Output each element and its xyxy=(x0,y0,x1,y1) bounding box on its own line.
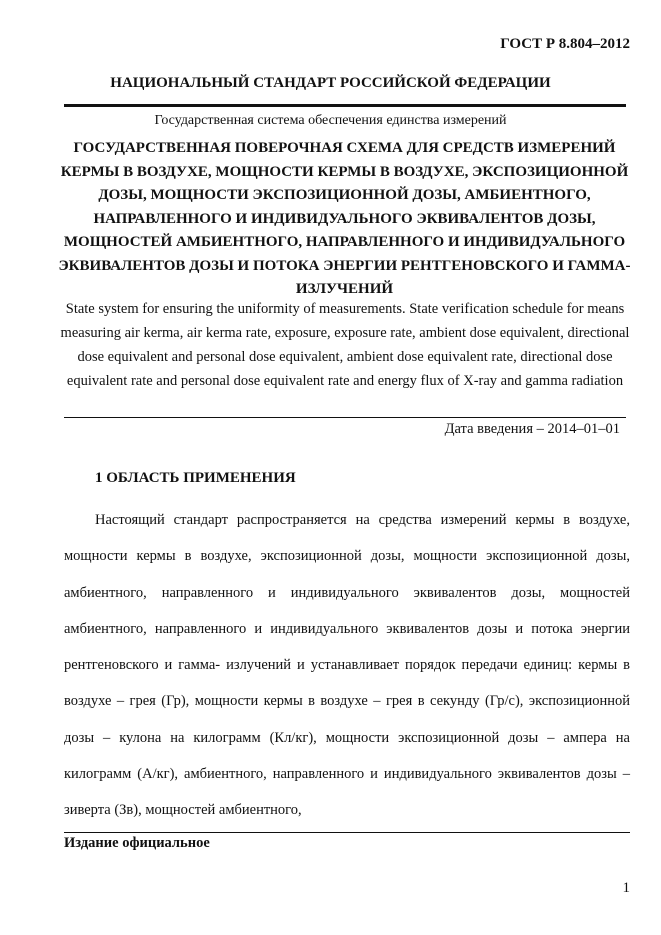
standard-number: ГОСТ Р 8.804–2012 xyxy=(500,36,630,52)
title-divider xyxy=(64,417,626,418)
section-heading: 1 ОБЛАСТЬ ПРИМЕНЕНИЯ xyxy=(95,470,296,486)
document-title-english: State system for ensuring the uniformity of measurements. State verification schedule for means measuring air kerma, air kerma rate, exposure, exposure rate, ambient dose equivalent, directional dose equivalent and personal dose equivalent, ambient dose equivalent rate, directional dose equivalent rate and personal dose equivalent rate and energy flux of X-ray and gamma radiation xyxy=(60,301,630,389)
document-title-russian: ГОСУДАРСТВЕННАЯ ПОВЕРОЧНАЯ СХЕМА ДЛЯ СРЕДСТВ ИЗМЕРЕНИЙ КЕРМЫ В ВОЗДУХЕ, МОЩНОСТИ КЕРМЫ В ВОЗДУХЕ, ЭКСПОЗИЦИОННОЙ ДОЗЫ, МОЩНОСТИ ЭКСПОЗИЦИОННОЙ ДОЗЫ, АМБИЕНТНОГО, НАПРАВЛЕННОГО И ИНДИВИДУАЛЬНОГО ЭКВИВАЛЕНТОВ ДОЗЫ, МОЩНОСТЕЙ АМБИЕНТНОГО, НАПРАВЛЕННОГО И ИНДИВИДУАЛЬНОГО ЭКВИВАЛЕНТОВ ДОЗЫ И ПОТОКА ЭНЕРГИИ РЕНТГЕНОВСКОГО И ГАММА- ИЗЛУЧЕНИЙ xyxy=(58,140,631,297)
national-standard-heading: НАЦИОНАЛЬНЫЙ СТАНДАРТ РОССИЙСКОЙ ФЕДЕРАЦИИ xyxy=(110,75,551,91)
introduction-date: Дата введения – 2014–01–01 xyxy=(444,421,620,437)
footer-divider xyxy=(64,832,630,833)
edition-label: Издание официальное xyxy=(64,835,210,851)
page-number: 1 xyxy=(622,880,630,896)
section-paragraph: Настоящий стандарт распространяется на средства измерений кермы в воздухе, мощности кермы в воздухе, экспозиционной дозы, мощности экспозиционной дозы, амбиентного, направленного и индивидуального эквивалентов дозы, мощностей амбиентного, направленного и индивидуального эквивалентов дозы и потока энергии рентгеновского и гамма- излучений и устанавливает порядок передачи единиц: кермы в воздухе – грея (Гр), мощности кермы в воздухе – грея в секунду (Гр/с), экспозиционной дозы – кулона на килограмм (Кл/кг), мощности экспозиционной дозы – ампера на килограмм (А/кг), амбиентного, направленного и индивидуального эквивалентов дозы – зиверта (Зв), мощностей амбиентного, xyxy=(64,512,630,819)
header-divider xyxy=(64,104,626,107)
state-system-line: Государственная система обеспечения единства измерений xyxy=(154,113,507,128)
